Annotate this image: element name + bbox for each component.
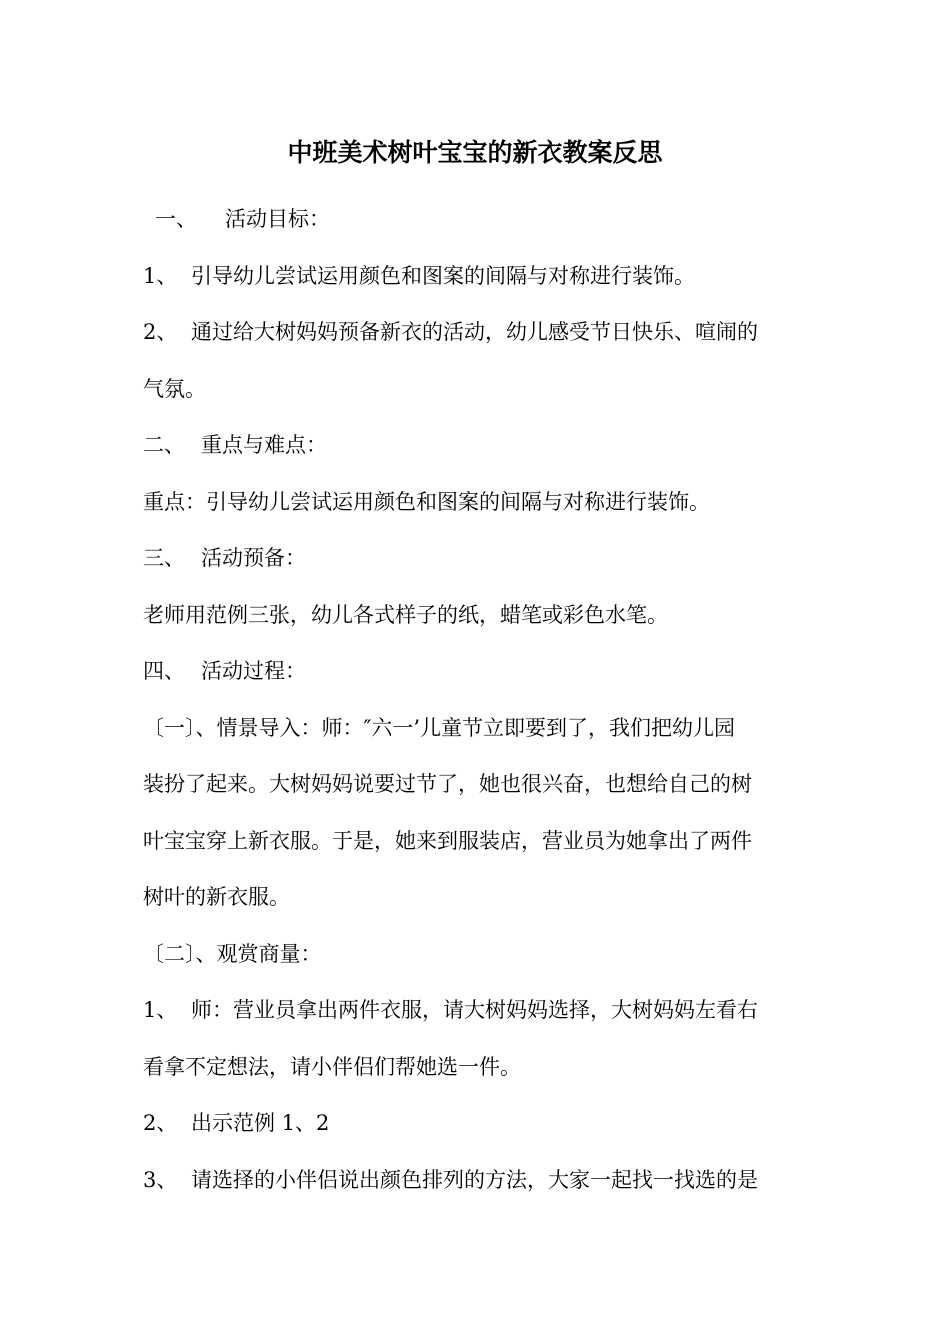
section-number: 二、 — [143, 433, 185, 457]
section-text: 活动目标： — [225, 207, 330, 231]
section-heading-key-points — [143, 431, 813, 459]
item-number: 1、 — [143, 998, 178, 1022]
section-text: 活动过程： — [201, 659, 306, 683]
paragraph-line: 装扮了起来。大树妈妈说要过节了，她也很兴奋，也想给自己的树 — [143, 772, 752, 796]
paragraph-line: 树叶的新衣服。 — [143, 885, 290, 909]
item-text: 引导幼儿尝试运用颜色和图案的间隔与对称进行装饰。 — [191, 263, 695, 288]
paragraph-line: 叶宝宝穿上新衣服。于是，她来到服装店，营业员为她拿出了两件 — [143, 828, 752, 853]
list-item — [143, 1109, 813, 1137]
item-number: 2、 — [143, 320, 178, 344]
section-heading-process — [143, 657, 813, 685]
list-item — [143, 996, 813, 1024]
item-text: 出示范例 1、2 — [191, 1111, 330, 1135]
section-text: 重点与难点： — [201, 433, 327, 457]
item-number: 2、 — [143, 1111, 178, 1135]
paragraph-line: 看拿不定想法，请小伴侣们帮她选一件。 — [143, 1054, 521, 1079]
paragraph-line: 重点：引导幼儿尝试运用颜色和图案的间隔与对称进行装饰。 — [143, 489, 710, 514]
paragraph-line: 老师用范例三张，幼儿各式样子的纸，蜡笔或彩色水笔。 — [143, 602, 668, 627]
item-text: 师：营业员拿出两件衣服，请大树妈妈选择，大树妈妈左看右 — [191, 998, 758, 1022]
paragraph-line: 〔一〕、情景导入：师：″六一’儿童节立即要到了，我们把幼儿园 — [143, 715, 736, 740]
section-number: 四、 — [143, 659, 185, 683]
paragraph-line: 气氛。 — [143, 376, 206, 401]
item-text: 请选择的小伴侣说出颜色排列的方法，大家一起找一找选的是 — [191, 1167, 758, 1192]
section-heading-preparation — [143, 544, 813, 572]
list-item — [143, 318, 813, 346]
item-text: 通过给大树妈妈预备新衣的活动，幼儿感受节日快乐、喧闹的 — [191, 320, 758, 344]
list-item — [143, 1166, 813, 1194]
section-heading-objectives — [143, 205, 813, 233]
document-title: 中班美术树叶宝宝的新衣教案反思 — [287, 138, 663, 167]
section-text: 活动预备： — [201, 546, 306, 570]
section-number: 一、 — [155, 207, 197, 231]
section-number: 三、 — [143, 546, 185, 570]
list-item — [143, 262, 813, 290]
item-number: 1、 — [143, 263, 178, 288]
subsection-heading: 〔二〕、观赏商量： — [143, 941, 322, 966]
document-body — [143, 205, 813, 1222]
item-number: 3、 — [143, 1167, 178, 1192]
